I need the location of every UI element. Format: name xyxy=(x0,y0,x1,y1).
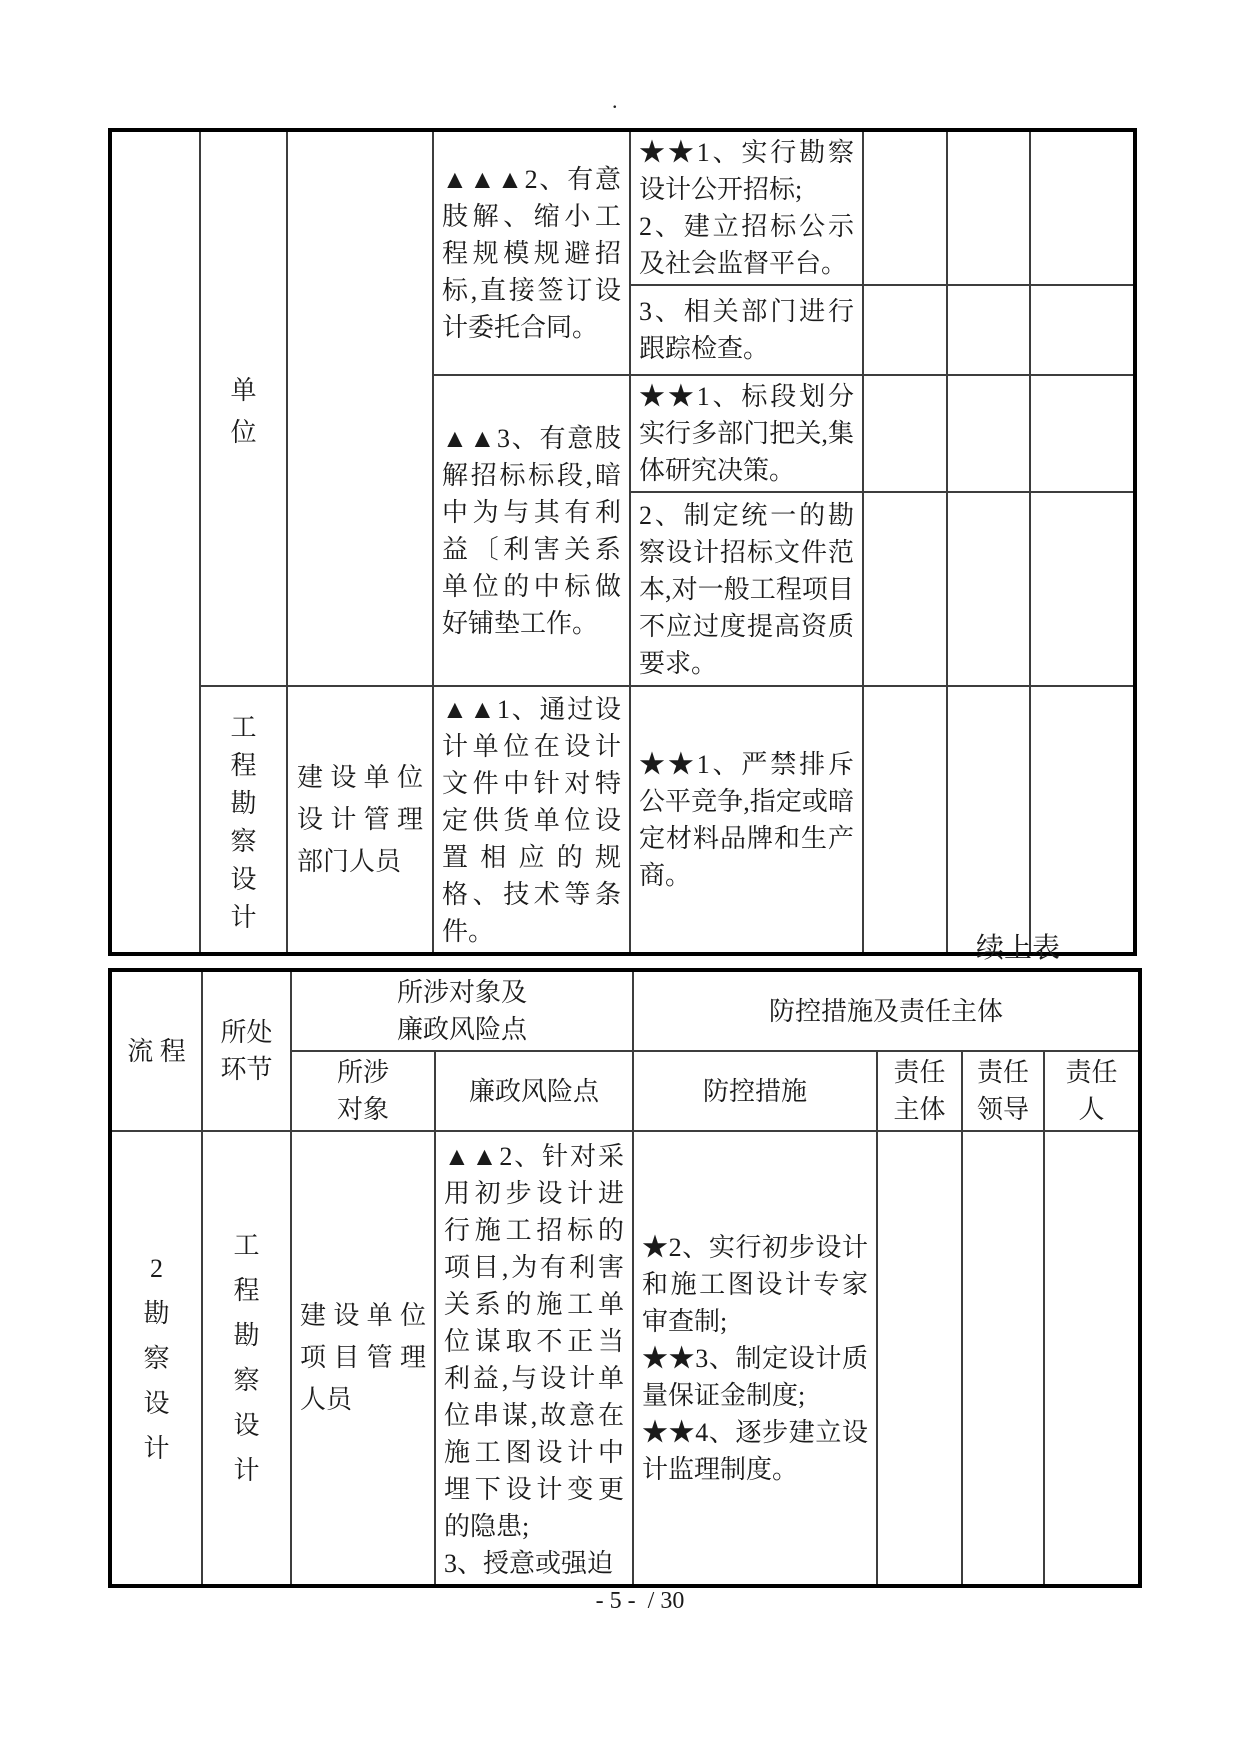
t1-measure-4-text: 2、制定统一的勘察设计招标文件范本,对一般工程项目不应过度提高资质要求。 xyxy=(639,500,854,678)
t2-header-measure-text: 防控措施 xyxy=(703,1076,808,1106)
t2-header-stage-line1: 所处 xyxy=(220,1018,273,1047)
t2-header-duty-person-text: 责任人 xyxy=(1065,1058,1118,1124)
t2-risk-para2: 3、授意或强迫 xyxy=(444,1549,614,1578)
t1-duty-person-cell xyxy=(1030,130,1135,285)
t2-header-risk-text: 廉政风险点 xyxy=(469,1076,600,1106)
t2-header-group-line2: 廉政风险点 xyxy=(397,1015,528,1044)
t2-header-object-line2: 对象 xyxy=(336,1095,389,1124)
t1-risk-a-cell xyxy=(433,130,630,375)
t1-duty-body-cell xyxy=(863,686,947,954)
t1-duty-body-cell xyxy=(863,130,947,285)
t1-object-cell-empty xyxy=(287,130,433,686)
t2-header-duty-leader-line2: 领导 xyxy=(977,1095,1030,1124)
t1-risk-c-text: ▲▲1、通过设计单位在设计文件中针对特定供货单位设置相应的规格、技术等条件。 xyxy=(442,695,621,946)
t1-measure-4-cell xyxy=(630,492,863,686)
t1-duty-person-cell xyxy=(1030,285,1135,375)
t2-header-flow xyxy=(110,970,202,1131)
t2-flow-cell xyxy=(110,1131,202,1586)
table-row xyxy=(110,686,1135,954)
t1-measure-1a-text: ★★1、实行勘察设计公开招标; xyxy=(639,138,854,204)
t2-measure-para1: ★2、实行初步设计和施工图设计专家审查制; xyxy=(642,1232,869,1336)
t2-header-duty-body xyxy=(877,1051,962,1131)
t2-measure-para2: ★★3、制定设计质量保证金制度; xyxy=(642,1343,869,1410)
t1-stage-unit-cell xyxy=(200,130,287,686)
t2-stage-text: 工程勘察设计 xyxy=(233,1231,260,1485)
t2-measure-para3: ★★4、逐步建立设计监理制度。 xyxy=(642,1417,869,1484)
t1-risk-c-cell xyxy=(433,686,630,954)
t1-stage-unit-text: 单位 xyxy=(230,375,257,447)
t2-header-stage-line2: 环节 xyxy=(220,1055,273,1084)
t2-measure-cell xyxy=(633,1131,877,1586)
t1-object-design-mgmt-text: 建设单位设计管理部门人员 xyxy=(297,762,423,876)
t2-header-object xyxy=(291,1051,435,1131)
t1-duty-body-cell xyxy=(863,285,947,375)
t2-header-duty-body-line2: 主体 xyxy=(893,1095,946,1124)
t1-measure-5-cell xyxy=(630,686,863,954)
t1-measure-1-cell xyxy=(630,130,863,285)
risk-control-table xyxy=(108,968,1142,1588)
t2-header-control-group xyxy=(633,970,1140,1051)
t1-risk-a-text: ▲▲▲2、有意肢解、缩小工程规模规避招标,直接签订设计委托合同。 xyxy=(442,164,621,342)
continued-table-label: 续上表 xyxy=(975,933,1060,964)
t2-header-object-line1: 所涉 xyxy=(336,1058,389,1087)
t1-duty-body-cell xyxy=(863,375,947,492)
t2-header-duty-body-line1: 责任 xyxy=(893,1058,946,1087)
t2-header-duty-leader xyxy=(962,1051,1044,1131)
t2-header-object-risk-group xyxy=(291,970,633,1051)
table-row xyxy=(110,130,1135,285)
t2-duty-body-cell xyxy=(877,1131,962,1586)
t2-header-flow-text: 流 程 xyxy=(127,1036,186,1066)
t2-object-cell xyxy=(291,1131,435,1586)
table-header-row xyxy=(110,970,1140,1051)
t2-header-risk xyxy=(435,1051,633,1131)
t2-header-duty-person xyxy=(1044,1051,1140,1131)
t2-duty-leader-cell xyxy=(962,1131,1044,1586)
t2-header-stage xyxy=(202,970,291,1131)
t1-measure-2-cell xyxy=(630,285,863,375)
risk-control-table-continued xyxy=(108,128,1137,956)
t1-measure-1b-text: 2、建立招标公示及社会监督平台。 xyxy=(639,212,854,278)
t1-stage-survey-design-cell xyxy=(200,686,287,954)
t1-duty-person-cell xyxy=(1030,375,1135,492)
t1-duty-leader-cell xyxy=(947,130,1030,285)
t2-header-group-line1: 所涉对象及 xyxy=(397,978,528,1007)
t2-header-control-group-text: 防控措施及责任主体 xyxy=(769,996,1004,1026)
t1-object-design-mgmt-cell xyxy=(287,686,433,954)
page-number: - 5 - / 30 xyxy=(595,1588,685,1614)
t1-duty-leader-cell xyxy=(947,285,1030,375)
t1-duty-body-cell xyxy=(863,492,947,686)
t1-duty-person-cell xyxy=(1030,686,1135,954)
table-body-row xyxy=(110,1131,1140,1586)
t1-duty-leader-cell xyxy=(947,375,1030,492)
t1-duty-leader-cell xyxy=(947,686,1030,954)
t1-measure-2-text: 3、相关部门进行跟踪检查。 xyxy=(639,297,854,363)
t1-measure-5-text: ★★1、严禁排斥公平竞争,指定或暗定材料品牌和生产商。 xyxy=(639,749,854,890)
t2-object-text: 建设单位项目管理人员 xyxy=(300,1301,426,1414)
t1-duty-leader-cell xyxy=(947,492,1030,686)
t2-stage-cell xyxy=(202,1131,291,1586)
t1-risk-b-cell xyxy=(433,375,630,686)
t1-measure-3-cell xyxy=(630,375,863,492)
t1-risk-b-text: ▲▲3、有意肢解招标标段,暗中为与其有利益〔利害关系单位的中标做好铺垫工作。 xyxy=(442,423,621,638)
t2-risk-cell xyxy=(435,1131,633,1586)
t2-risk-para1: ▲▲2、针对采用初步设计进行施工招标的项目,为有利害关系的施工单位谋取不正当利益,与设计单位串谋,故意在施工图设计中埋下设计变更的隐患; xyxy=(444,1142,625,1541)
t1-duty-person-cell xyxy=(1030,492,1135,686)
t1-measure-3-text: ★★1、标段划分实行多部门把关,集体研究决策。 xyxy=(639,382,854,485)
t2-duty-person-cell xyxy=(1044,1131,1140,1586)
t1-stage-survey-design-text: 工程勘察设计 xyxy=(230,712,257,932)
t2-flow-text: 2勘察设计 xyxy=(143,1253,170,1463)
t2-header-measure xyxy=(633,1051,877,1131)
stray-period-mark: . xyxy=(612,88,618,113)
t1-flow-cell-empty xyxy=(110,130,200,954)
t2-header-duty-leader-line1: 责任 xyxy=(977,1058,1030,1087)
